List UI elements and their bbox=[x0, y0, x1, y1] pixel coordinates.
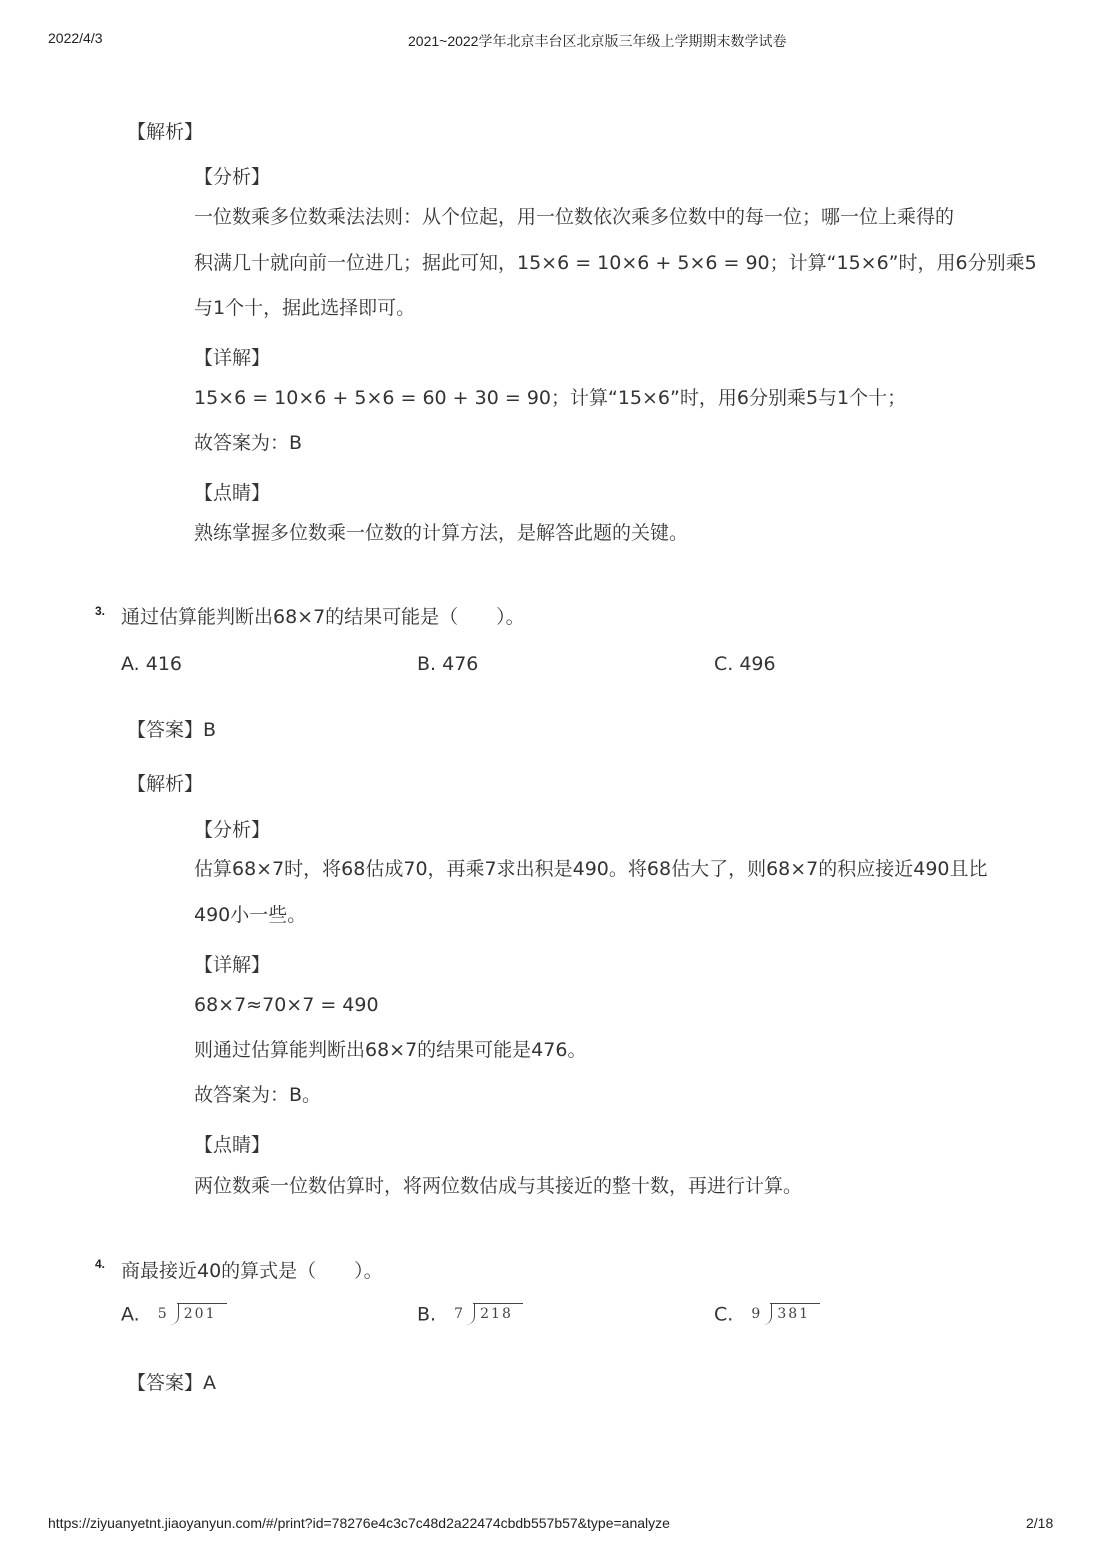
q3-dianjing-label: 【点睛】 bbox=[194, 1134, 271, 1156]
document-title: 2021~2022学年北京丰台区北京版三年级上学期期末数学试卷 bbox=[408, 33, 787, 49]
divisor: 5 bbox=[157, 1306, 167, 1322]
long-division-figure bbox=[454, 1303, 526, 1327]
q2-fenxi-line: 积满几十就向前一位进几；据此可知，15×6 = 10×6 + 5×6 = 90；计算“15×6”时，用6分别乘5 bbox=[194, 252, 1037, 274]
q4-option-b-label: B. bbox=[417, 1303, 437, 1326]
q3-xiangjie-line: 故答案为：B。 bbox=[194, 1084, 322, 1106]
q3-xiangjie-line: 68×7≈70×7 = 490 bbox=[194, 994, 379, 1016]
q2-xiangjie-line: 15×6 = 10×6 + 5×6 = 60 + 30 = 90；计算“15×6”时，用6分别乘5与1个十； bbox=[194, 387, 907, 409]
q4-option-b bbox=[417, 1303, 526, 1327]
q2-fenxi-line: 一位数乘多位数乘法法则：从个位起，用一位数依次乘多位数中的每一位；哪一位上乘得的 bbox=[194, 206, 955, 228]
q3-option-c: C. 496 bbox=[714, 653, 776, 675]
q4-option-a-label: A. bbox=[121, 1303, 140, 1326]
q3-fenxi-line: 估算68×7时，将68估成70，再乘7求出积是490。将68估大了，则68×7的积应接近490且比 bbox=[194, 858, 988, 880]
q2-dianjing-text: 熟练掌握多位数乘一位数的计算方法，是解答此题的关键。 bbox=[194, 522, 689, 544]
q4-answer bbox=[127, 1368, 216, 1395]
q4-stem: 商最接近40的算式是（ ）。 bbox=[121, 1260, 383, 1282]
q3-option-a: A. 416 bbox=[121, 653, 183, 675]
long-division-figure bbox=[158, 1303, 230, 1327]
page-number: 2/18 bbox=[1026, 1515, 1054, 1531]
q2-fenxi-label: 【分析】 bbox=[194, 166, 271, 188]
q4-option-c bbox=[714, 1303, 823, 1327]
q3-answer-value: B bbox=[203, 719, 217, 741]
dividend: 218 bbox=[480, 1306, 513, 1322]
divisor: 9 bbox=[751, 1306, 761, 1322]
q3-number: 3. bbox=[95, 604, 106, 618]
q3-xiangjie-line: 则通过估算能判断出68×7的结果可能是476。 bbox=[194, 1039, 587, 1061]
dividend: 201 bbox=[183, 1306, 217, 1322]
q2-xiangjie-label: 【详解】 bbox=[194, 347, 271, 369]
footer-url-link[interactable]: https://ziyuanyetnt.jiaoyanyun.com/#/print?id=78276e4c3c7c48d2a22474cbdb557b57&type=analyze bbox=[48, 1515, 670, 1531]
q2-jiexi-label: 【解析】 bbox=[127, 121, 204, 143]
q3-fenxi-line: 490小一些。 bbox=[194, 904, 307, 926]
dividend: 381 bbox=[777, 1306, 811, 1322]
q4-answer-label: 【答案】 bbox=[127, 1372, 204, 1394]
q3-stem: 通过估算能判断出68×7的结果可能是（ ）。 bbox=[121, 606, 525, 628]
divisor: 7 bbox=[454, 1306, 464, 1322]
q3-answer bbox=[127, 715, 216, 742]
q2-dianjing-label: 【点睛】 bbox=[194, 482, 271, 504]
q3-option-b: B. 476 bbox=[417, 653, 479, 675]
q4-answer-value: A bbox=[203, 1372, 217, 1394]
q4-option-c-label: C. bbox=[714, 1303, 734, 1326]
q3-fenxi-label: 【分析】 bbox=[194, 819, 271, 841]
q3-xiangjie-label: 【详解】 bbox=[194, 954, 271, 976]
q3-dianjing-text: 两位数乘一位数估算时，将两位数估成与其接近的整十数，再进行计算。 bbox=[194, 1175, 803, 1197]
long-division-figure bbox=[751, 1303, 823, 1327]
q3-jiexi-label: 【解析】 bbox=[127, 773, 204, 795]
q2-xiangjie-line: 故答案为：B bbox=[194, 432, 303, 454]
q2-fenxi-line: 与1个十，据此选择即可。 bbox=[194, 297, 416, 319]
q3-answer-label: 【答案】 bbox=[127, 719, 204, 741]
print-date: 2022/4/3 bbox=[48, 30, 103, 46]
q4-option-a bbox=[121, 1303, 230, 1327]
q4-number: 4. bbox=[95, 1257, 106, 1271]
